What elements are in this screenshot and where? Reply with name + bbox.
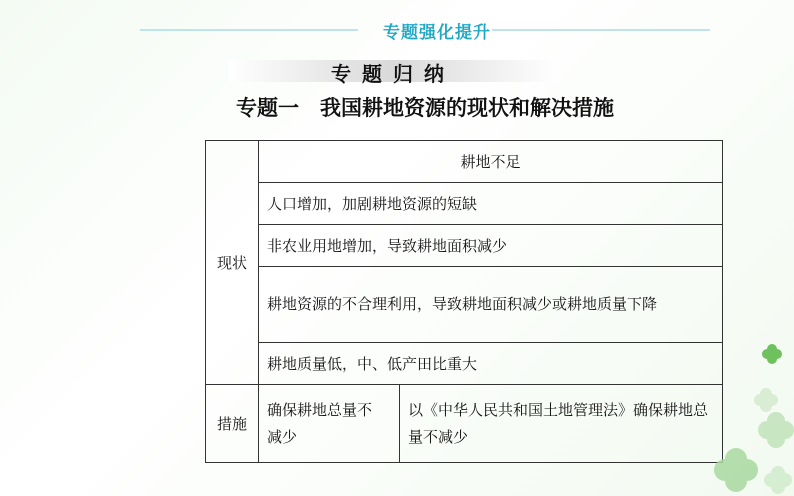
section-banner bbox=[140, 18, 710, 42]
summary-table bbox=[205, 140, 723, 463]
measures-short-cell: 确保耕地总量不减少 bbox=[259, 385, 400, 463]
status-row-cell: 耕地质量低，中、低产田比重大 bbox=[259, 343, 723, 385]
table-row bbox=[206, 225, 723, 267]
page-title: 专题一 我国耕地资源的现状和解决措施 bbox=[236, 95, 614, 120]
status-row-cell: 非农业用地增加，导致耕地面积减少 bbox=[259, 225, 723, 267]
banner-divider-left bbox=[140, 29, 358, 31]
banner-label: 专题强化提升 bbox=[383, 23, 491, 43]
clover-decoration bbox=[700, 330, 794, 496]
measures-long-cell: 以《中华人民共和国土地管理法》确保耕地总量不减少 bbox=[400, 385, 723, 463]
clover-icon bbox=[754, 388, 778, 412]
table-row bbox=[206, 267, 723, 343]
banner-divider-right bbox=[492, 29, 710, 31]
status-category-cell: 现状 bbox=[206, 141, 259, 385]
status-row-cell: 人口增加，加剧耕地资源的短缺 bbox=[259, 183, 723, 225]
measures-category-cell: 措施 bbox=[206, 385, 259, 463]
table-row bbox=[206, 141, 723, 183]
clover-icon bbox=[762, 344, 782, 364]
status-row-cell: 耕地资源的不合理利用，导致耕地面积减少或耕地质量下降 bbox=[259, 267, 723, 343]
summary-header bbox=[228, 60, 558, 86]
table-row bbox=[206, 343, 723, 385]
clover-icon bbox=[758, 412, 794, 448]
clover-icon bbox=[764, 466, 792, 494]
table-row bbox=[206, 183, 723, 225]
status-header-cell: 耕地不足 bbox=[259, 141, 723, 183]
summary-label: 专题归纳 bbox=[331, 62, 455, 86]
clover-icon bbox=[714, 448, 758, 492]
table-row bbox=[206, 385, 723, 463]
